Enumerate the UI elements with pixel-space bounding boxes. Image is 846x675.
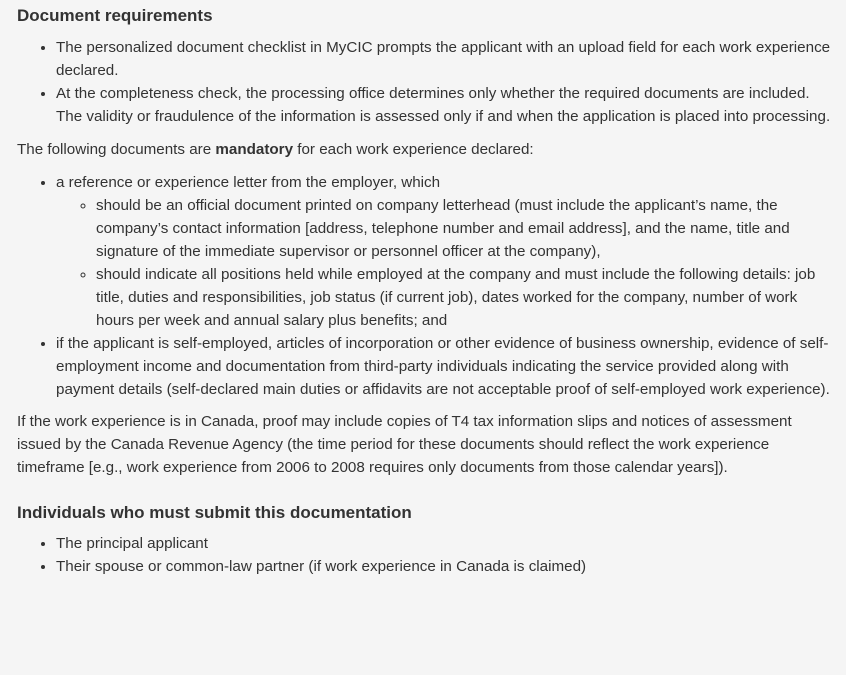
section-heading-document-requirements: Document requirements — [17, 6, 213, 25]
mandatory-documents-list — [17, 171, 832, 401]
canada-proof-paragraph: If the work experience is in Canada, proof may include copies of T4 tax information slips and notices of assessment issued by the Canada Revenue Agency (the time period for these documents should reflect the work experience timeframe [e.g., work experience from 2006 to 2008 requires only documents from those calendar years]). — [17, 413, 792, 476]
intro-text-after: for each work experience declared: — [293, 141, 534, 158]
individuals-list — [17, 532, 832, 578]
list-item: • The principal applicant — [56, 532, 832, 555]
list-item: • At the completeness check, the processing office determines only whether the required documents are included. The validity or fraudulence of the information is assessed only if and when the application is placed into processing. — [56, 82, 832, 128]
requirements-list — [17, 36, 832, 128]
sub-list-item: ◦ should indicate all positions held while employed at the company and must include the following details: job title, duties and responsibilities, job status (if current job), dates worked for the company, number of work hours per week and annual salary plus benefits; and — [96, 263, 832, 332]
intro-text-before: The following documents are — [17, 141, 216, 158]
list-item-reference-letter — [56, 171, 832, 332]
mandatory-intro-paragraph — [17, 138, 832, 161]
list-item: • Their spouse or common-law partner (if work experience in Canada is claimed) — [56, 555, 832, 578]
list-item: • The personalized document checklist in MyCIC prompts the applicant with an upload field for each work experience declared. — [56, 36, 832, 82]
intro-text-bold: mandatory — [215, 141, 294, 158]
list-item-self-employed: • if the applicant is self-employed, articles of incorporation or other evidence of business ownership, evidence of self-employment income and documentation from third-party individuals indicating the service provided along with payment details (self-declared main duties or affidavits are not acceptable proof of self-employed work experience). — [56, 332, 832, 401]
sub-list-item: ◦ should be an official document printed on company letterhead (must include the applicant’s name, the company’s contact information [address, telephone number and email address], and the name, title and signature of the immediate supervisor or personnel officer at the company), — [96, 194, 832, 263]
reference-letter-sublist — [56, 194, 832, 332]
section-heading-individuals: Individuals who must submit this documentation — [17, 503, 412, 522]
reference-letter-text: a reference or experience letter from the employer, which — [56, 174, 441, 191]
